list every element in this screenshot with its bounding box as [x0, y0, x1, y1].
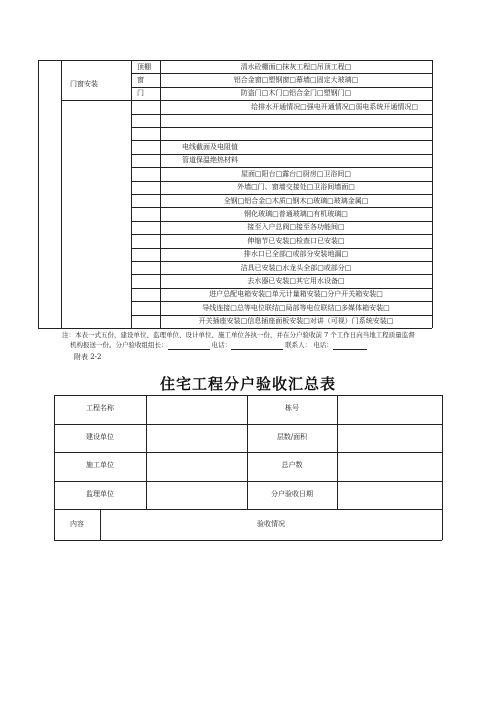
table-hline	[38, 60, 432, 61]
row-content: 伸缩节已安装□检查口已安装□	[247, 236, 345, 245]
summary-hline	[54, 481, 442, 482]
table-hline	[131, 301, 432, 302]
summary-right-label: 栋号	[285, 404, 299, 413]
row-content: 管道保温绝热材料	[182, 156, 238, 165]
row-content: 洁具已安装□水龙头全部□或部分□	[240, 263, 352, 272]
row-sub-label: 顶棚	[137, 62, 151, 71]
row-content: 全钢□铝合金□木质□钢木□玻璃□玻璃金属□	[223, 196, 369, 205]
table-hline	[131, 261, 432, 262]
content-label: 内容	[70, 519, 84, 528]
row-content: 排水口已全部□或部分安装地漏□	[243, 250, 349, 259]
summary-right-label: 分户验收日期	[271, 489, 313, 498]
row-content: 给排水开通情况□强电开通情况□弱电系统开通情况□	[251, 102, 418, 111]
table-hline	[131, 100, 432, 101]
row-sub-label: 窗	[137, 75, 144, 84]
table-hline	[131, 221, 432, 222]
row-content: 屋面□阳台□露台□厨房□卫浴间□	[240, 169, 352, 178]
table-hline	[131, 194, 432, 195]
table-hline	[131, 207, 432, 208]
summary-hline	[54, 540, 442, 541]
row-content: 电线截面及电阻值	[182, 142, 238, 151]
summary-left-label: 监理单位	[86, 489, 114, 498]
table-hline	[38, 328, 432, 329]
summary-right-label: 层数/面积	[276, 432, 308, 441]
summary-left-label: 建设单位	[86, 432, 114, 441]
note-line-1: 注：本表一式五份，建设单位、监理单位、设计单位、施工单位各执一份，并在分户验收前 7 个工作日向当地工程质量监督	[62, 331, 415, 339]
note-phone-label: 电话：	[211, 341, 232, 349]
summary-hline	[54, 424, 442, 425]
table-vline	[432, 60, 433, 328]
row-content: 开关插座安装□信息插座面板安装□对讲（可视）门系统安装□	[198, 317, 394, 326]
summary-hline	[54, 452, 442, 453]
result-label: 验收情况	[257, 519, 285, 528]
note-line-2	[70, 341, 367, 350]
table-hline	[131, 315, 432, 316]
summary-right-label: 总户数	[281, 461, 303, 470]
summary-left-label: 施工单位	[86, 461, 114, 470]
note-line-2-prefix: 机构报送一份。分户验收组组长：	[70, 341, 168, 349]
summary-hline	[54, 395, 442, 396]
table-hline	[131, 114, 432, 115]
table-vline	[38, 60, 39, 328]
table-hline	[131, 167, 432, 168]
appendix-label: 附表 2-2	[74, 353, 102, 361]
section-hline	[61, 100, 131, 101]
table-hline	[131, 154, 432, 155]
row-content: 去水器已安装□其它用水设备□	[247, 276, 345, 285]
table-hline	[131, 140, 432, 141]
table-hline	[131, 87, 432, 88]
row-content: 铝合金窗□塑钢窗□幕墙□固定大玻璃□	[233, 75, 359, 84]
summary-vline	[442, 395, 443, 540]
note-phone2-label: 电话：	[313, 341, 333, 349]
table-hline	[131, 73, 432, 74]
table-hline	[131, 181, 432, 182]
row-sub-label: 门	[137, 89, 144, 98]
row-content: 导线连接□总等电位联结□局部等电位联结□多媒体箱安装□	[202, 303, 390, 312]
summary-hline	[54, 509, 442, 510]
note-contact-label: 联系人：	[285, 341, 312, 349]
table-hline	[131, 248, 432, 249]
row-content: 进户总配电箱安装□单元计量箱安装□分户开关箱安装□	[209, 290, 383, 299]
row-content: 外墙□门、窗墙交接处□卫浴间墙面□	[237, 183, 355, 192]
row-content: 接至入户总阀□接至各功能间□	[247, 223, 345, 232]
row-content: 清水砼棚面□抹灰工程□吊顶工程□	[240, 62, 352, 71]
summary-title: 住宅工程分户验收汇总表	[159, 375, 336, 393]
row-content: 防盗门□木门□铝合金门□塑钢门□	[240, 89, 352, 98]
table-hline	[131, 234, 432, 235]
table-hline	[131, 127, 432, 128]
table-hline	[131, 288, 432, 289]
summary-left-label: 工程名称	[86, 404, 114, 413]
table-hline	[131, 274, 432, 275]
door-window-section-label: 门窗安装	[70, 80, 98, 89]
row-content: 钢化玻璃□普通玻璃□有机玻璃□	[244, 209, 348, 218]
